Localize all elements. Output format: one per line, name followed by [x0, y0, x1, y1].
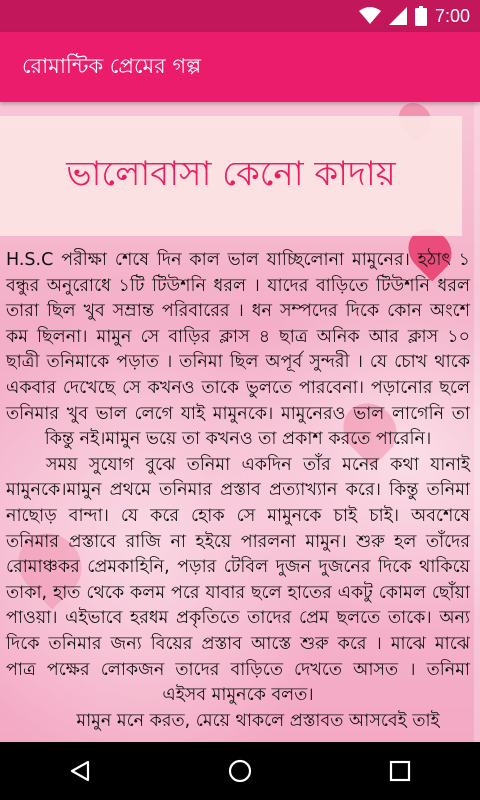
battery-icon [415, 6, 427, 26]
app-bar [0, 32, 480, 102]
story-paragraph: সময় সুযোগ বুঝে তনিমা একদিন তাঁর মনের কথা যানাই মামুনকে।মামুন প্রথমে তনিমার প্রস্তাব প্রত্যাখ্যান করে। কিন্তু তনিমা নাছোড় বান্দা। যে করে হোক সে মামুনকে চাই চাই। অবশেষে তনিমার প্রস্তাবে রাজি না হইয়ে পারলনা মামুন। শুরু হল তাঁদের রোমাঞ্চকর প্রেমকাহিনি, পড়ার টেবিল দুজন দুজনের দিকে থাকিয়ে তাকা, হাত থেকে কলম পরে যাবার ছলে হাতের একটু কোমল ছোঁয়া পাওয়া। এইভাবে হরধম প্রকৃতিতে তাদের প্রেম ছলতে তাকে। অন্য দিকে তনিমার জন্য বিয়ের প্রস্তাব আস্তে শুরু করে । মাঝে মাঝে পাত্র পক্ষের লোকজন তাদের বাড়িতে দেখতে আসত । তনিমা এইসব মামুনকে বলত। [6, 454, 470, 706]
story-content[interactable] [0, 102, 480, 742]
app-title: রোমান্টিক প্রেমের গল্প [22, 53, 202, 78]
status-time: 7:00 [434, 5, 470, 26]
story-title-box [0, 116, 462, 236]
signal-icon [389, 7, 407, 25]
story-paragraph: মামুন মনে করত, মেয়ে থাকলে প্রস্তাবত আসবেই তাই [76, 710, 440, 731]
recents-icon [389, 760, 411, 782]
back-button[interactable] [50, 742, 110, 800]
scrollbar-track[interactable] [474, 102, 480, 742]
home-icon [227, 758, 253, 784]
story-body [6, 248, 470, 734]
story-title: ভালোবাসা কেনো কাদায় [66, 153, 396, 194]
status-bar [0, 0, 480, 32]
wifi-icon [359, 7, 381, 25]
recents-button[interactable] [370, 742, 430, 800]
back-icon [68, 759, 92, 783]
navigation-bar [0, 742, 480, 800]
home-button[interactable] [210, 742, 270, 800]
story-paragraph: H.S.C পরীক্ষা শেষে দিন কাল ভাল যাচ্ছিলোনা মামুনের। হঠাৎ ১ বন্ধুর অনুরোধে ১টি টিউশনি ধরল । যাদের বাড়িতে টিউশনি ধরল তারা ছিল খুব সম্রান্ত পরিবারের । ধন সম্পদের দিকে কোন অংশে কম ছিলনা। মামুন সে বাড়ির ক্লাস ৪ ছাত্র অনিক আর ক্লাস ১০ ছাত্রী তনিমাকে পড়াত । তনিমা ছিল অপূর্ব সুন্দরী । যে চোখ থাকে একবার দেখেছে সে কখনও তাকে ভুলতে পারবেনা। পড়ানোর ছলে তনিমার খুব ভাল লেগে যাই মামুনকে। মামুনেরও ভাল লাগেনি তা কিন্তু নই।মামুন ভয়ে তা কখনও তা প্রকাশ করতে পারেনি। [6, 250, 470, 450]
